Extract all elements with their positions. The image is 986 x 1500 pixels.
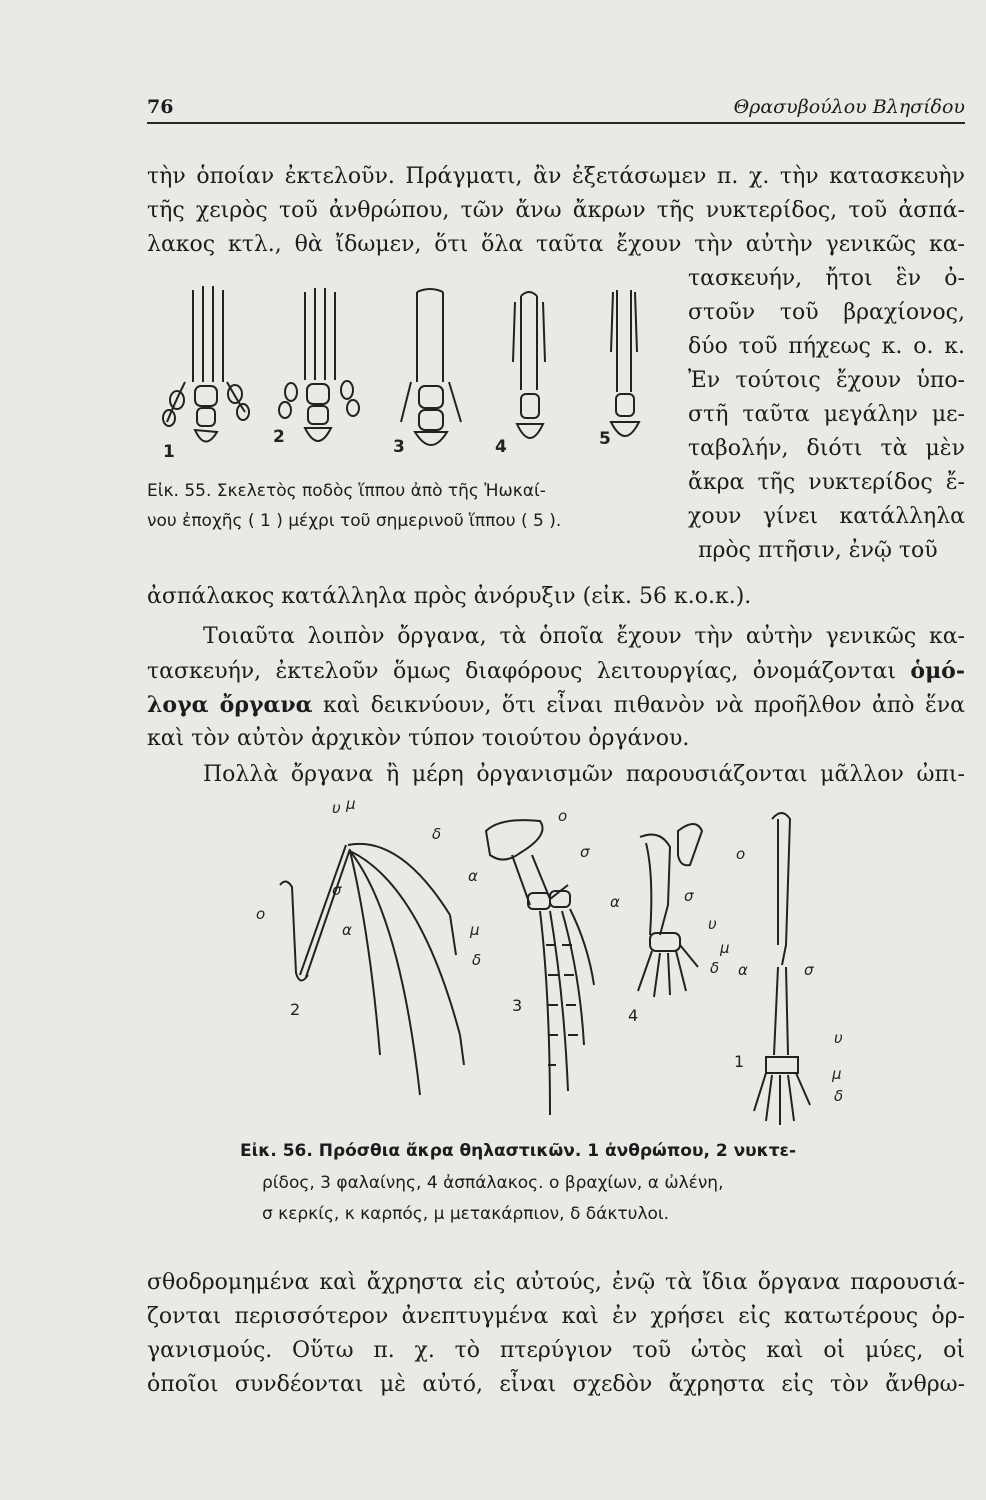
- figure-56-caption: σ κερκίς, κ καρπός, μ μετακάρπιον, δ δάκτυλοι.: [262, 1204, 670, 1224]
- side-text-line: τασκευήν, ἤτοι ἓν ὀ-: [688, 266, 965, 291]
- label-u: υ: [708, 915, 717, 933]
- label-d: δ: [834, 1087, 844, 1105]
- horse-foot-1: [163, 286, 249, 442]
- text-line: [147, 656, 965, 687]
- bat-wing-2: [280, 844, 464, 1095]
- figure-56-caption: ρίδος, 3 φαλαίνης, 4 ἀσπάλακος. ο βραχίων, α ὠλένη,: [262, 1173, 724, 1193]
- label-s: σ: [804, 961, 814, 979]
- horse-foot-3: [401, 289, 461, 445]
- figure-55-caption: νου ἐποχῆς ( 1 ) μέχρι τοῦ σημερινοῦ ἵππου ( 5 ).: [147, 511, 562, 531]
- label-m: μ: [720, 939, 730, 957]
- label-o: ο: [256, 905, 266, 923]
- horse-foot-2: [279, 288, 359, 441]
- label-u: υ: [332, 799, 341, 817]
- text-line: [147, 690, 965, 721]
- limb-number-1: 1: [734, 1052, 745, 1071]
- label-s: σ: [684, 887, 694, 905]
- side-text-line: Ἐν τούτοις ἔχουν ὑπο-: [688, 368, 965, 393]
- text-line: τῆς χειρὸς τοῦ ἀνθρώπου, τῶν ἄνω ἄκρων τῆς νυκτερίδος, τοῦ ἀσπά-: [147, 198, 965, 223]
- mole-arm-4: [638, 824, 702, 997]
- page-number: 76: [147, 96, 174, 118]
- label-m: μ: [832, 1065, 842, 1083]
- label-d: δ: [472, 951, 482, 969]
- figure-56-caption: [240, 1138, 796, 1165]
- label-s: σ: [332, 881, 342, 899]
- foot-label-4: 4: [495, 437, 507, 457]
- label-d: δ: [432, 825, 442, 843]
- side-text-line: ἄκρα τῆς νυκτερίδος ἔ-: [688, 470, 965, 495]
- text-span: καὶ δεικνύουν, ὅτι εἶναι πιθανὸν νὰ προῆλθον ἀπὸ ἕνα: [312, 693, 965, 718]
- limb-number-2: 2: [290, 1000, 301, 1019]
- side-text-line: δύο τοῦ πήχεως κ. ο. κ.: [688, 334, 965, 359]
- text-line: γανισμούς. Οὕτω π. χ. τὸ πτερύγιον τοῦ ὠτὸς καὶ οἱ μύες, οἱ: [147, 1338, 965, 1363]
- label-o: ο: [558, 807, 568, 825]
- figure-55-caption: Εἰκ. 55. Σκελετὸς ποδὸς ἵππου ἀπὸ τῆς Ἠωκαί-: [147, 481, 546, 501]
- limb-number-3: 3: [512, 996, 523, 1015]
- text-line: ζονται περισσότερον ἀνεπτυγμένα καὶ ἐν χρήσει εἰς κατωτέρους ὀρ-: [147, 1304, 965, 1329]
- horse-foot-4: [513, 292, 545, 438]
- side-text-line: χουν γίνει κατάλληλα: [688, 504, 965, 529]
- limb-number-4: 4: [628, 1006, 639, 1025]
- text-line: λακος κτλ., θὰ ἴδωμεν, ὅτι ὅλα ταῦτα ἔχουν τὴν αὐτὴν γενικῶς κα-: [147, 232, 965, 257]
- text-line: Πολλὰ ὄργανα ἢ μέρη ὀργανισμῶν παρουσιάζονται μᾶλλον ὠπι-: [203, 762, 965, 787]
- human-arm-1: [754, 813, 810, 1125]
- text-line: ὁποῖοι συνδέονται μὲ αὐτό, εἶναι σχεδὸν ἄχρηστα εἰς τὸν ἄνθρω-: [147, 1372, 965, 1397]
- page-header: [147, 96, 965, 124]
- term-bold: λογα ὄργανα: [147, 692, 313, 718]
- text-line: καὶ τὸν αὐτὸν ἀρχικὸν τύπον τοιούτου ὀργάνου.: [147, 726, 690, 751]
- side-text-line: ταβολήν, διότι τὰ μὲν: [688, 436, 965, 461]
- foot-label-1: 1: [163, 442, 175, 462]
- side-text-line: στῆ ταῦτα μεγάλην με-: [688, 402, 965, 427]
- caption-label: Εἰκ. 56. Πρόσθια ἄκρα θηλαστικῶν. 1 ἀνθρώπου, 2 νυκτε-: [240, 1141, 797, 1161]
- label-o: ο: [736, 845, 746, 863]
- label-a: α: [342, 921, 352, 939]
- foot-label-3: 3: [393, 437, 405, 457]
- text-span: τασκευήν, ἐκτελοῦν ὅμως διαφόρους λειτουργίας, ὀνομάζονται: [147, 659, 911, 684]
- label-u: υ: [834, 1029, 843, 1047]
- label-m: μ: [470, 921, 480, 939]
- label-s: σ: [580, 843, 590, 861]
- label-m: μ: [346, 795, 356, 813]
- figure-55-horse-feet: [155, 282, 680, 472]
- text-line: ἀσπάλακος κατάλληλα πρὸς ἀνόρυξιν (εἰκ. 56 κ.ο.κ.).: [147, 584, 752, 609]
- label-a: α: [738, 961, 748, 979]
- whale-flipper-3: [486, 820, 594, 1115]
- horse-foot-5: [611, 290, 639, 436]
- label-a: α: [610, 893, 620, 911]
- foot-label-2: 2: [273, 427, 285, 447]
- side-text-line: στοῦν τοῦ βραχίονος,: [688, 300, 965, 325]
- side-text-line: πρὸς πτῆσιν, ἐνῷ τοῦ: [698, 538, 938, 563]
- foot-label-5: 5: [599, 429, 611, 449]
- figure-56-forelimbs: [250, 795, 910, 1135]
- label-d: δ: [710, 959, 720, 977]
- text-line: Τοιαῦτα λοιπὸν ὄργανα, τὰ ὁποῖα ἔχουν τὴν αὐτὴν γενικῶς κα-: [203, 624, 965, 649]
- running-head: Θρασυβούλου Βλησίδου: [733, 96, 965, 118]
- label-a: α: [468, 867, 478, 885]
- text-line: σθοδρομημένα καὶ ἄχρηστα εἰς αὐτούς, ἐνῷ τὰ ἴδια ὄργανα παρουσιά-: [147, 1270, 965, 1295]
- term-bold: ὁμό-: [910, 658, 965, 684]
- text-line: τὴν ὁποίαν ἐκτελοῦν. Πράγματι, ἂν ἐξετάσωμεν π. χ. τὴν κατασκευὴν: [147, 164, 965, 189]
